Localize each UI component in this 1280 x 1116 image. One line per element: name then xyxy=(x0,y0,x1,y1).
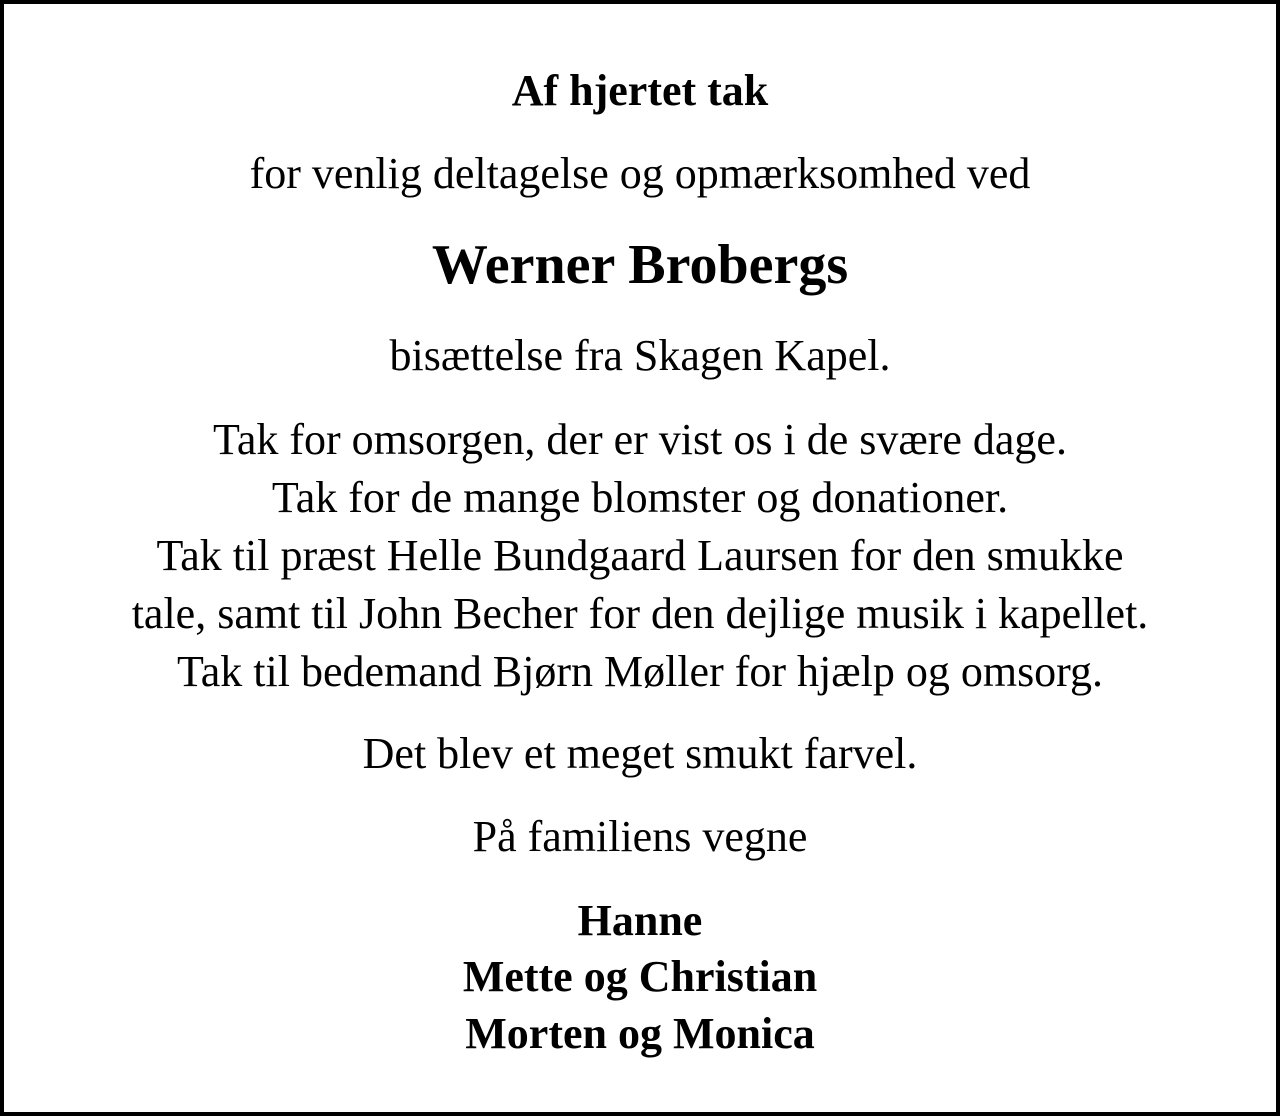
ceremony-place: bisættelse fra Skagen Kapel. xyxy=(389,331,891,380)
deceased-name: Werner Brobergs xyxy=(431,234,849,296)
signoff-line: På familiens vegne xyxy=(472,812,808,861)
thanks-line: Tak til bedemand Bjørn Møller for hjælp og omsorg. xyxy=(176,647,1104,696)
signature-name: Hanne xyxy=(577,896,703,945)
signature-name: Morten og Monica xyxy=(465,1009,815,1058)
notice-intro: for venlig deltagelse og opmærksomhed ved xyxy=(249,149,1031,198)
farewell-line: Det blev et meget smukt farvel. xyxy=(362,729,918,778)
thanks-line: Tak for de mange blomster og donationer. xyxy=(271,473,1009,522)
thanks-line: tale, samt til John Becher for den dejlige musik i kapellet. xyxy=(131,589,1149,638)
thanks-line: Tak til præst Helle Bundgaard Laursen for den smukke xyxy=(156,531,1124,580)
signature-name: Mette og Christian xyxy=(462,952,818,1001)
notice-heading: Af hjertet tak xyxy=(511,66,769,115)
thanks-line: Tak for omsorgen, der er vist os i de svære dage. xyxy=(213,415,1067,464)
